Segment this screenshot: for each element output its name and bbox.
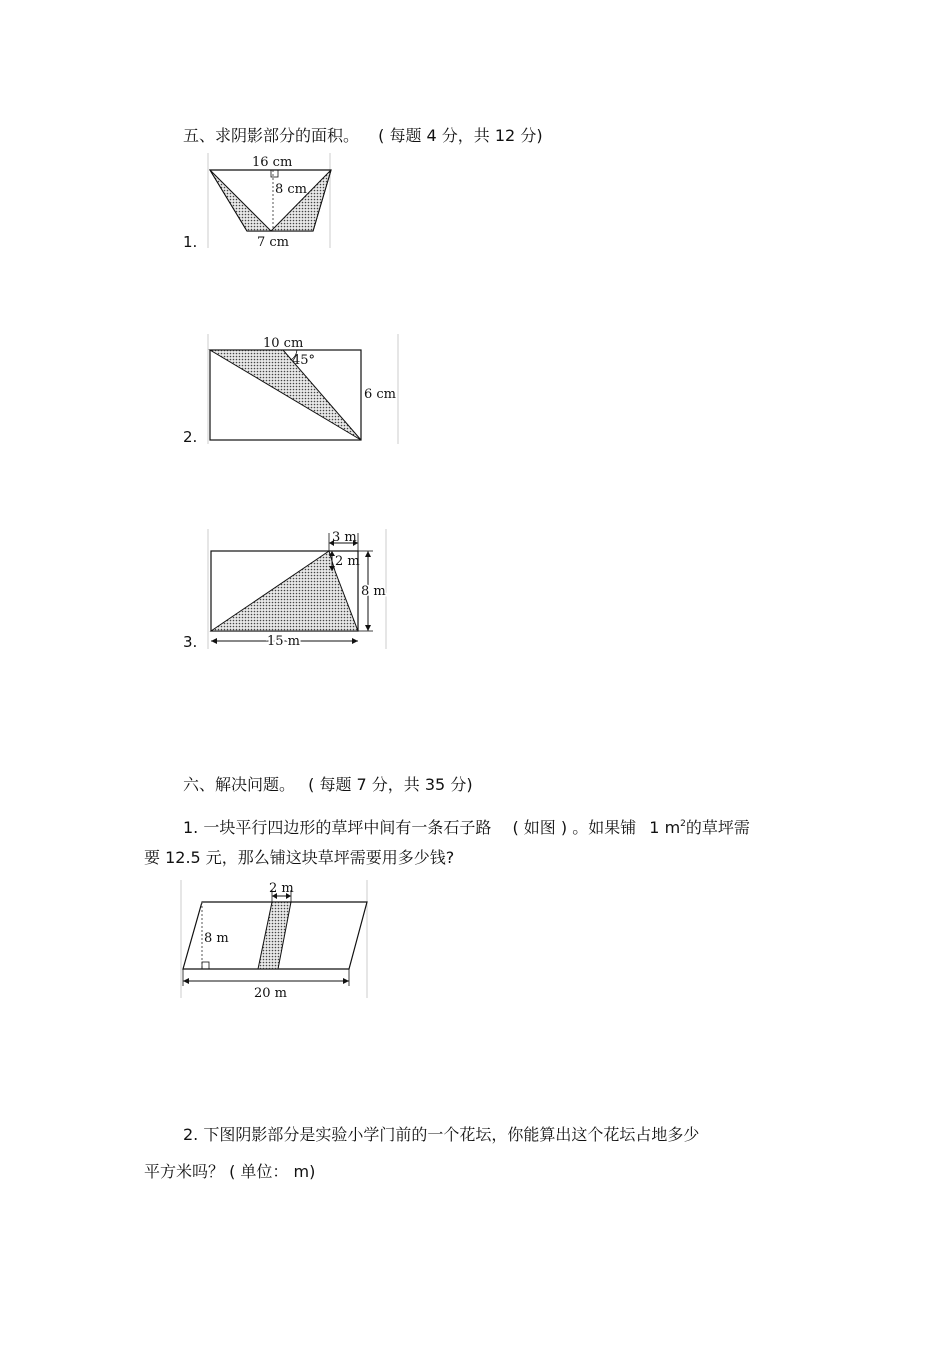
problem-3-number: 3. bbox=[183, 633, 198, 651]
label-45deg: 45° bbox=[292, 353, 316, 368]
q2-line2: 平方米吗？ ( 单位： m) bbox=[144, 1162, 316, 1181]
label-2m-path: 2 m bbox=[269, 881, 294, 896]
figure-trapezoid-1 bbox=[205, 153, 335, 248]
figure-rectangle-2 bbox=[205, 334, 405, 444]
label-3m: 3 m bbox=[332, 530, 357, 545]
figure-rectangle-3 bbox=[205, 529, 405, 649]
section5-score: ( 每题 4 分，共 12 分) bbox=[378, 126, 543, 145]
q1-text-c: 1 m bbox=[649, 818, 681, 837]
section6-heading bbox=[183, 775, 473, 795]
label-20m: 20 m bbox=[254, 986, 288, 1001]
label-8m-para: 8 m bbox=[204, 931, 229, 946]
q1-text-b: ( 如图 ) 。如果铺 bbox=[512, 818, 637, 837]
label-10cm: 10 cm bbox=[263, 336, 304, 351]
problem-2-number: 2. bbox=[183, 428, 198, 446]
label-2m: 2 m bbox=[335, 554, 360, 569]
figure-parallelogram bbox=[178, 880, 373, 1000]
section6-score: ( 每题 7 分，共 35 分) bbox=[308, 775, 473, 794]
label-8m: 8 m bbox=[361, 584, 386, 599]
q1-text-d: 的草坪需 bbox=[685, 818, 750, 837]
problem-1-number: 1. bbox=[183, 233, 198, 251]
q2-line1: 2. 下图阴影部分是实验小学门前的一个花坛，你能算出这个花坛占地多少 bbox=[183, 1125, 700, 1144]
section5-title: 五、求阴影部分的面积。 bbox=[183, 126, 360, 145]
label-7cm: 7 cm bbox=[257, 235, 290, 250]
label-16cm: 16 cm bbox=[252, 155, 293, 170]
q1-text-sup: 2 bbox=[680, 819, 686, 829]
label-8cm: 8 cm bbox=[275, 182, 308, 197]
section5-heading bbox=[183, 126, 543, 146]
label-6cm: 6 cm bbox=[364, 387, 397, 402]
label-15m: 15 m bbox=[267, 634, 301, 649]
q1-line2: 要 12.5 元，那么铺这块草坪需要用多少钱? bbox=[144, 848, 455, 867]
q1-text-a: 1. 一块平行四边形的草坪中间有一条石子路 bbox=[183, 818, 492, 837]
section6-title: 六、解决问题。 bbox=[183, 775, 296, 794]
q1-line1 bbox=[183, 814, 750, 838]
